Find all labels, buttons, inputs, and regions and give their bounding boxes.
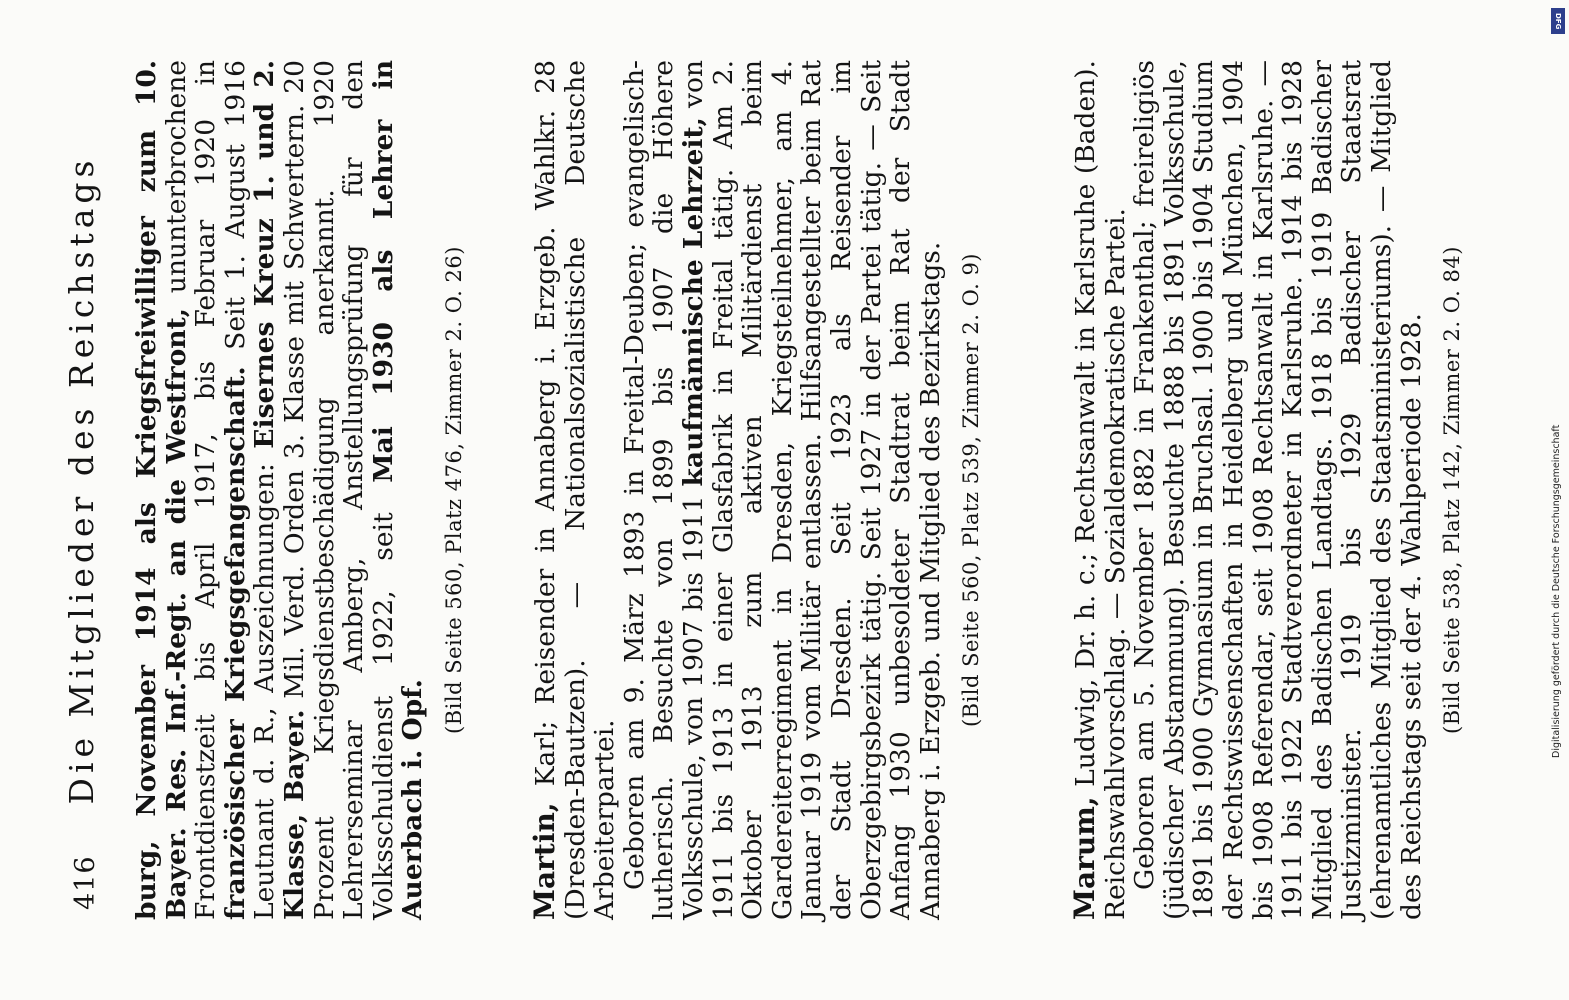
text-run: Seit 1. August 1916 Leutnant d. R., Auszeichnungen: xyxy=(219,60,281,920)
bold-text-run: französischer Kriegsgefangenschaft. xyxy=(219,366,251,920)
funding-note: Digitalisierung gefördert durch die Deutsche Forschungsgemeinschaft xyxy=(1551,424,1562,758)
text-run: Geboren am 5. November 1882 in Frankenthal; freireligiös (jüdischer Abstammung). Besuchte 1888 bis 1891 Volksschule, 1891 bis 1900 Gymnasium in Bruchsal. 1900 bis 1904 Studium der Rechtswissenschaften in Heidelberg und München, 1904 bis 1908 Referendar, seit 1908 Rechtsanwalt in Karlsruhe. — 1911 bis 1922 Stadtverordneter in Karlsruhe. 1914 bis 1928 Mitglied des Badischen Landtags. 1918 bis 1919 Badischer Justizminister. 1919 bis 1929 Badischer Staatsrat (ehrenamtliches Mitglied des Staatsministeriums). — Mitglied des Reichstags seit der 4. Wahlperiode 1928. xyxy=(1129,60,1427,920)
entry-marum xyxy=(1070,60,1464,920)
bold-text-run: als Kriegsfreiwilliger zum 10. Bayer. Res. Inf.-Regt. an die Westfront, xyxy=(131,60,192,920)
text-run xyxy=(131,544,162,567)
continuation-paragraph xyxy=(132,60,428,920)
entry-intro: Karl; Reisender in Annaberg i. Erzgeb. Wahlkr. 28 (Dresden-Bautzen). — Nationalsozialistische Deutsche Arbeiterpartei. xyxy=(530,60,621,920)
bold-text-run: burg, November 1914 xyxy=(131,567,162,920)
text-run: Mil. Verd. Orden 3. Klasse mit Schwertern. 20 Prozent Kriegsdienstbeschädigung anerkannt. 1920 Lehrerseminar Amberg, Anstellungsprüfung für den Volksschuldienst 1922, seit xyxy=(278,60,399,920)
member-name: Martin, xyxy=(528,802,561,920)
biography-paragraph xyxy=(620,60,946,920)
text-run: Geboren am 9. März 1893 in Freital-Deuben; evangelisch-lutherisch. Besuchte von 1899 bis 1907 die Höhere Volksschule, von 1907 bis 1911 xyxy=(618,60,709,920)
picture-reference-caption: (Bild Seite 538, Platz 142, Zimmer 2. O. 84) xyxy=(1440,246,1465,734)
member-name: Marum, xyxy=(1068,796,1101,920)
bold-text-run: Eisernes Kreuz 1. und 2. Klasse, Bayer. xyxy=(249,60,310,920)
entry-intro: Ludwig, Dr. h. c.; Rechtsanwalt in Karlsruhe (Baden). Reichswahlvorschlag. — Sozialdemokratische Partei. xyxy=(1070,60,1131,920)
digitization-note xyxy=(1551,8,1565,998)
page-number: 416 xyxy=(70,855,101,910)
picture-reference-caption: (Bild Seite 560, Platz 476, Zimmer 2. O. 26) xyxy=(441,246,466,734)
dfg-logo-icon: DFG xyxy=(1551,8,1565,34)
text-run: von 1911 bis 1913 in einer Glasfabrik in Freital tätig. Am 2. Oktober 1913 zum aktiven Militärdienst beim Gardereiterregiment in Dresden, Kriegsteilnehmer, am 4. Januar 1919 vom Militär entlassen. Hilfsangestellter beim Rat der Stadt Dresden. Seit 1923 als Reisender im Oberzgebirgsbezirk tätig. Seit 1927 in der Partei tätig. — Seit Anfang 1930 unbesoldeter Stadtrat beim Rat der Stadt Annaberg i. Erzgeb. und Mitglied des Bezirkstags. xyxy=(677,60,946,920)
biography-paragraph xyxy=(1130,60,1426,920)
entry-martin xyxy=(530,60,983,920)
text-run: ununterbrochene Frontdienstzeit bis April 1917, bis Februar 1920 in xyxy=(160,60,222,920)
bold-text-run: kaufmännische Lehrzeit, xyxy=(677,117,709,487)
picture-reference-caption: (Bild Seite 560, Platz 539, Zimmer 2. O. 9) xyxy=(959,252,984,728)
entry-heading xyxy=(530,60,620,920)
entry-heading xyxy=(1070,60,1130,920)
bold-text-run: Mai 1930 als Lehrer in Auerbach i. Opf. xyxy=(367,60,429,920)
running-head: Die Mitglieder des Reichstags xyxy=(62,155,101,805)
entry-continuation xyxy=(132,60,466,920)
